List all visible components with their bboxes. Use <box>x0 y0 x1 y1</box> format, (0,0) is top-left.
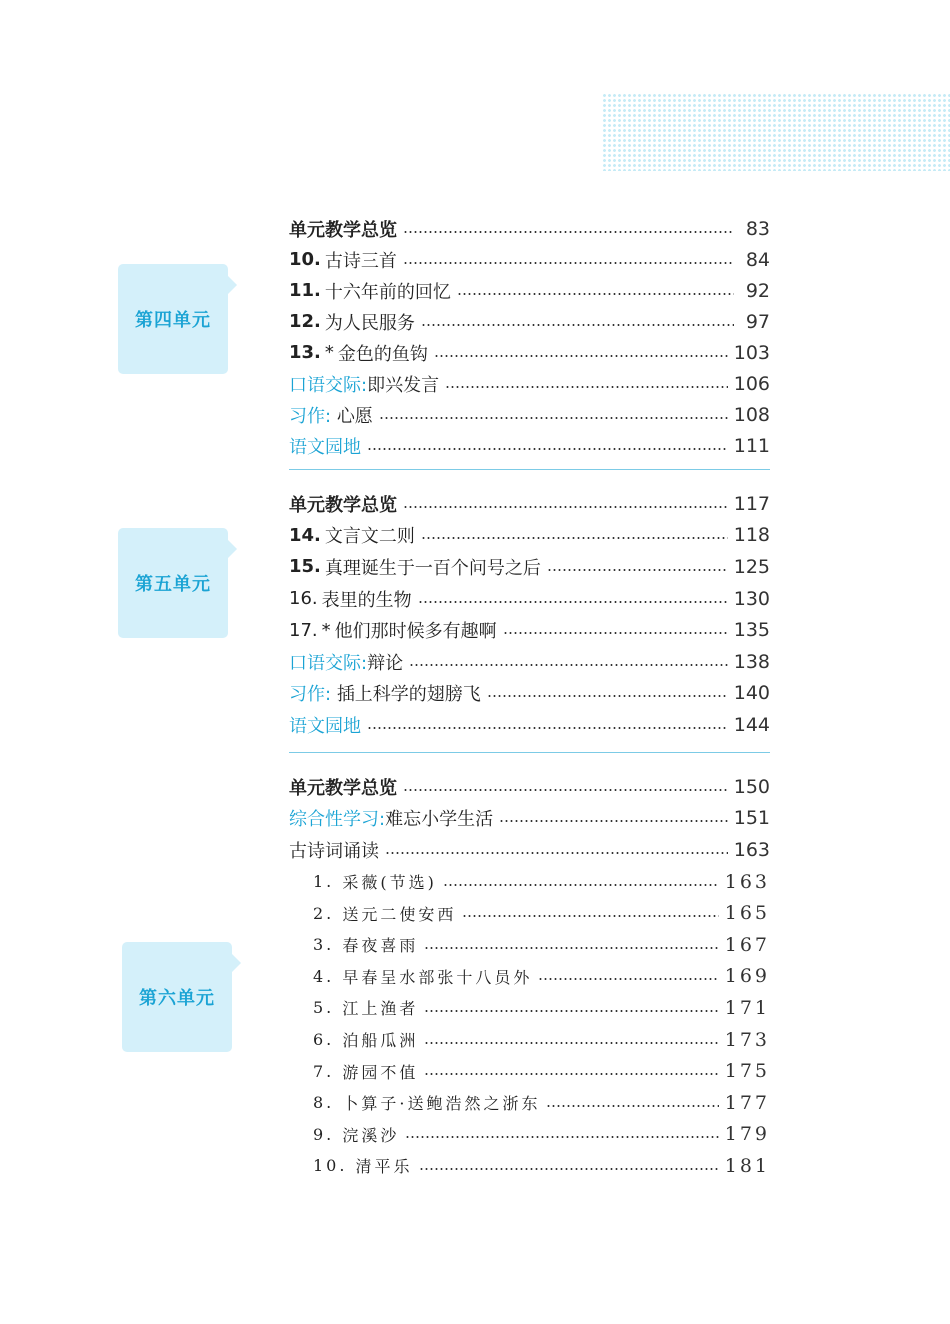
dot-leader <box>421 537 728 539</box>
page-number: 106 <box>733 372 770 395</box>
entry-title: 文言文二则 <box>324 526 415 548</box>
entry-title: 金色的鱼钩 <box>337 343 428 365</box>
page-number: 163 <box>724 870 770 893</box>
toc-entry[interactable] <box>289 646 770 678</box>
lesson-number: 15. <box>289 556 321 578</box>
dot-leader <box>385 852 728 854</box>
toc-entry[interactable] <box>289 337 770 368</box>
page-number: 118 <box>733 524 770 547</box>
poem-title: 清平乐 <box>355 1157 413 1177</box>
dot-leader <box>403 231 734 233</box>
optional-star-mark: * <box>324 342 334 363</box>
entry-title: 十六年前的回忆 <box>324 281 451 303</box>
page-number: 111 <box>733 434 770 457</box>
toc-entry[interactable] <box>289 771 770 803</box>
poem-title: 泊船瓜洲 <box>342 1031 419 1051</box>
entry-title: 古诗三首 <box>324 250 397 272</box>
dot-leader <box>409 664 728 666</box>
poem-index: 3. <box>313 935 335 955</box>
page-number: 97 <box>745 310 770 333</box>
poem-title: 浣溪沙 <box>342 1125 400 1145</box>
lesson-number: 12. <box>289 311 321 332</box>
lesson-number: 13. <box>289 342 321 363</box>
dot-leader <box>367 727 728 729</box>
unit-divider <box>289 469 770 470</box>
dot-leader <box>503 632 728 634</box>
toc-entry[interactable] <box>289 368 770 399</box>
entry-title: 辩论 <box>367 652 404 674</box>
dot-leader <box>379 417 728 419</box>
page-number: 130 <box>733 587 770 610</box>
poem-entry[interactable] <box>289 992 770 1024</box>
dot-leader <box>424 947 718 949</box>
dot-leader <box>424 1010 718 1012</box>
page-number: 108 <box>733 403 770 426</box>
page-number: 171 <box>724 996 770 1019</box>
entry-title: 即兴发言 <box>367 374 440 396</box>
entry-title: 心愿 <box>336 405 373 427</box>
section-label: 综合性学习: <box>289 809 386 831</box>
entry-title: 他们那时候多有趣啊 <box>334 621 497 643</box>
page-number: 117 <box>733 492 770 515</box>
section-label: 习作: <box>289 684 332 706</box>
toc-entry[interactable] <box>289 709 770 741</box>
unit-6-toc <box>289 771 770 1182</box>
toc-entry[interactable] <box>289 488 770 520</box>
lesson-number: 14. <box>289 524 321 546</box>
page-number: 140 <box>733 682 770 705</box>
toc-entry[interactable] <box>289 430 770 461</box>
dot-pattern-decoration <box>602 93 950 171</box>
unit-tab-6[interactable] <box>122 942 232 1052</box>
poem-title: 游园不值 <box>342 1062 419 1082</box>
optional-star-mark: * <box>321 619 331 641</box>
poem-index: 2. <box>313 903 335 923</box>
page-number: 103 <box>733 341 770 364</box>
section-label: 口语交际: <box>289 652 368 674</box>
toc-entry[interactable] <box>289 614 770 646</box>
entry-title: 单元教学总览 <box>289 494 397 516</box>
poem-entry[interactable] <box>289 1055 770 1087</box>
section-label: 语文园地 <box>289 436 361 458</box>
toc-entry[interactable] <box>289 213 770 244</box>
poem-title: 早春呈水部张十八员外 <box>342 967 533 987</box>
page-number: 163 <box>733 838 770 861</box>
dot-leader <box>538 978 718 980</box>
dot-leader <box>421 324 734 326</box>
page-number: 151 <box>733 807 770 830</box>
section-label: 习作: <box>289 405 332 427</box>
poem-entry[interactable] <box>289 1119 770 1151</box>
section-label: 语文园地 <box>289 715 361 737</box>
toc-entry[interactable] <box>289 583 770 615</box>
poem-entry[interactable] <box>289 1024 770 1056</box>
unit-tab-5[interactable] <box>118 528 228 638</box>
poem-title: 采薇(节选) <box>342 873 437 893</box>
toc-entry[interactable] <box>289 399 770 430</box>
toc-entry[interactable] <box>289 275 770 306</box>
entry-title: 插上科学的翅膀飞 <box>336 684 481 706</box>
page-number: 167 <box>724 933 770 956</box>
toc-entry[interactable] <box>289 678 770 710</box>
entry-title: 单元教学总览 <box>289 777 397 799</box>
poem-title: 春夜喜雨 <box>342 936 419 956</box>
dot-leader <box>367 448 728 450</box>
dot-leader <box>457 293 734 295</box>
page-number: 84 <box>745 248 770 271</box>
dot-leader <box>434 355 728 357</box>
unit-tab-label: 第四单元 <box>135 310 211 331</box>
poem-entry[interactable] <box>289 897 770 929</box>
dot-leader <box>546 1105 718 1107</box>
page-number: 165 <box>724 902 770 925</box>
unit-5-toc <box>289 488 770 741</box>
page-number: 150 <box>733 775 770 798</box>
dot-leader <box>418 601 728 603</box>
poem-index: 9. <box>313 1124 335 1144</box>
page-number: 138 <box>733 650 770 673</box>
poem-index: 5. <box>313 998 335 1018</box>
poem-title: 送元二使安西 <box>342 904 457 924</box>
unit-divider <box>289 752 770 753</box>
entry-title: 为人民服务 <box>324 312 415 334</box>
unit-tab-4[interactable] <box>118 264 228 374</box>
page-number: 92 <box>745 279 770 302</box>
unit-tab-label: 第六单元 <box>139 988 215 1009</box>
entry-title: 真理诞生于一百个问号之后 <box>324 557 541 579</box>
toc-entry[interactable] <box>289 834 770 866</box>
entry-title: 古诗词诵读 <box>289 840 379 862</box>
poem-title: 卜算子·送鲍浩然之浙东 <box>342 1094 541 1114</box>
dot-leader <box>499 820 728 822</box>
entry-title: 难忘小学生活 <box>385 809 494 831</box>
toc-entry[interactable] <box>289 551 770 583</box>
lesson-number: 10. <box>289 249 321 270</box>
poem-index: 4. <box>313 966 335 986</box>
page-number: 177 <box>724 1091 770 1114</box>
poem-index: 1. <box>313 872 335 892</box>
dot-leader <box>443 884 719 886</box>
poem-entry[interactable] <box>289 929 770 961</box>
toc-entry[interactable] <box>289 803 770 835</box>
dot-leader <box>403 506 728 508</box>
unit-4-toc <box>289 213 770 461</box>
entry-title: 表里的生物 <box>321 589 412 611</box>
poem-entry[interactable] <box>289 866 770 898</box>
page-number: 169 <box>724 965 770 988</box>
page-number: 173 <box>724 1028 770 1051</box>
section-label: 口语交际: <box>289 374 368 396</box>
toc-entry[interactable] <box>289 244 770 275</box>
page-number: 181 <box>724 1154 770 1177</box>
toc-entry[interactable] <box>289 520 770 552</box>
page-number: 125 <box>733 555 770 578</box>
poem-entry[interactable] <box>289 1150 770 1182</box>
dot-leader <box>419 1168 719 1170</box>
poem-index: 10. <box>313 1156 348 1176</box>
poem-index: 7. <box>313 1061 335 1081</box>
dot-leader <box>405 1136 718 1138</box>
poem-index: 8. <box>313 1093 335 1113</box>
dot-leader <box>462 915 718 917</box>
dot-leader <box>403 789 728 791</box>
lesson-number: 16. <box>289 588 318 610</box>
poem-entry[interactable] <box>289 961 770 993</box>
poem-title: 江上渔者 <box>342 999 419 1019</box>
page-number: 83 <box>745 217 770 240</box>
page-number: 175 <box>724 1060 770 1083</box>
dot-leader <box>403 262 734 264</box>
dot-leader <box>547 569 728 571</box>
poem-index: 6. <box>313 1030 335 1050</box>
lesson-number: 11. <box>289 280 321 301</box>
poem-entry[interactable] <box>289 1087 770 1119</box>
entry-title: 单元教学总览 <box>289 219 397 241</box>
unit-tab-label: 第五单元 <box>135 574 211 595</box>
toc-entry[interactable] <box>289 306 770 337</box>
page-number: 135 <box>733 619 770 642</box>
dot-leader <box>424 1042 718 1044</box>
dot-leader <box>487 695 728 697</box>
dot-leader <box>424 1073 718 1075</box>
page-number: 144 <box>733 713 770 736</box>
lesson-number: 17. <box>289 619 318 641</box>
dot-leader <box>445 386 728 388</box>
page-number: 179 <box>724 1123 770 1146</box>
